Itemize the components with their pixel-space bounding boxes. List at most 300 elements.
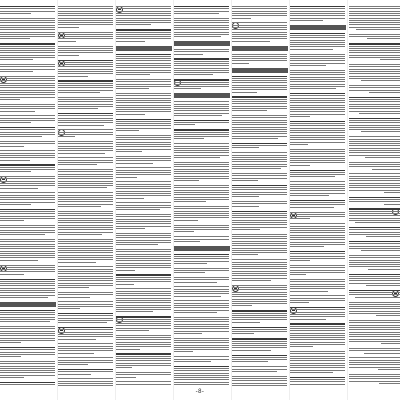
text-line [0,211,55,212]
text-line [0,209,55,210]
text-line [116,158,171,159]
text-line [349,187,400,188]
text-line [290,316,345,317]
text-line [174,373,229,374]
text-line [174,227,229,228]
text-line [361,131,400,132]
text-line [232,58,287,59]
text-line [232,36,287,37]
text-line [0,167,55,168]
text-line [349,145,400,146]
text-line [232,294,287,295]
text-line [290,323,345,324]
text-line [116,156,171,157]
text-line [232,194,287,195]
text-line [116,216,171,217]
text-line [58,122,113,123]
text-line [290,174,345,175]
text-line [290,102,345,103]
text-line [174,208,229,209]
text-line [0,99,20,100]
text-line [0,97,55,98]
text-line [58,48,113,49]
text-line [290,260,310,261]
text-line [232,213,287,214]
text-line [290,365,345,366]
text-line [290,121,345,122]
text-line [0,382,55,383]
text-line [290,79,345,80]
text-line [290,190,345,191]
text-line [0,6,55,7]
text-line [116,251,171,252]
text-line [0,288,55,289]
text-line [232,380,287,381]
text-line [290,335,345,336]
text-line [116,339,171,340]
text-line [349,178,400,179]
text-line [58,32,113,33]
text-line [290,274,306,275]
text-line [290,281,345,282]
text-line [349,278,400,279]
text-line [349,71,400,72]
text-line [116,70,171,71]
text-line [232,224,287,225]
text-line [174,113,229,114]
text-line [290,58,345,59]
text-line [232,185,287,186]
text-line [58,187,107,188]
text-line [116,256,171,257]
text-line [349,101,400,102]
text-line [58,136,75,137]
text-line [116,60,171,61]
text-line [232,264,287,265]
text-line [0,59,33,60]
text-line [116,228,145,229]
text-line [0,326,55,327]
text-line [174,370,229,371]
text-line [232,287,287,288]
text-line [174,176,229,177]
text-line [349,108,400,109]
text-line [290,298,345,299]
text-line [349,197,400,198]
text-line [58,76,88,77]
text-line [58,246,113,247]
text-line [232,343,287,344]
text-line [58,243,113,244]
text-line [0,225,55,226]
text-line [58,332,113,333]
text-line [58,218,113,219]
text-line [232,229,260,230]
text-line [58,273,113,274]
text-line [232,76,287,77]
text-line [0,241,55,242]
text-line [58,101,113,102]
text-line [58,322,107,323]
text-line [0,218,55,219]
text-line [58,215,113,216]
text-line [58,348,113,349]
text-line [0,366,55,367]
text-line [349,313,400,314]
text-line [58,357,113,358]
column-gutter [115,0,116,400]
text-line [232,122,287,123]
text-line [290,237,345,238]
text-line [0,55,55,56]
text-line [0,251,55,252]
text-line [290,74,345,75]
text-line [232,245,287,246]
text-line [58,22,113,23]
text-line [174,34,229,35]
text-line [174,268,229,269]
text-line [349,320,400,321]
text-line [174,143,229,144]
text-line [290,72,345,73]
text-line [174,88,201,89]
text-line [174,120,229,121]
text-line [349,24,400,25]
text-line [58,315,113,316]
text-line [349,180,400,181]
text-line [0,281,55,282]
text-line [232,220,287,221]
text-line [349,46,400,47]
text-line [174,303,229,304]
text-line [174,25,229,26]
text-line [0,239,55,240]
text-line [290,226,345,227]
text-line [349,360,400,361]
text-line [174,11,229,12]
text-line [116,221,171,222]
text-line [0,285,55,286]
text-line [116,244,158,245]
text-line [0,29,55,30]
text-line [349,13,400,14]
text-line [58,148,113,149]
text-line [58,329,113,330]
text-line [174,79,229,80]
text-line [174,18,229,19]
text-line [58,197,113,198]
text-line [174,110,229,111]
text-line [58,11,113,12]
text-line [0,78,55,79]
text-line [58,108,98,109]
text-line [0,122,31,123]
text-line [174,324,229,325]
text-line [58,334,113,335]
text-line [116,311,153,312]
text-line [116,226,171,227]
text-line [290,123,345,124]
text-line [0,321,50,322]
text-line [0,8,55,9]
text-line [174,146,229,147]
text-line [0,169,55,170]
text-line [290,384,345,385]
text-line [349,381,400,382]
text-line [58,280,113,281]
text-line [174,148,229,149]
text-line [174,258,229,259]
text-line [174,36,221,37]
text-line [290,35,345,36]
text-line [116,18,171,19]
text-line [174,63,229,64]
text-line [116,344,171,345]
text-line [232,152,287,153]
text-line [116,349,140,350]
text-line [349,262,400,263]
text-line [290,330,345,331]
text-line [290,212,345,213]
text-line [349,27,400,28]
text-line [290,195,329,196]
text-line [232,13,287,14]
text-line [232,82,287,83]
text-line [116,72,171,73]
text-line [232,145,287,146]
text-line [0,220,24,221]
text-line [290,70,345,71]
text-line [232,159,287,160]
text-line [58,252,113,253]
text-line [116,135,171,136]
text-line [232,206,259,207]
text-line [116,305,171,306]
text-line [232,6,287,7]
text-line [232,196,259,197]
text-line [349,374,400,375]
text-line [232,322,260,323]
text-line [58,178,113,179]
text-line [349,257,400,258]
text-line [116,119,171,120]
text-line [0,372,55,373]
text-line [290,144,308,145]
text-line [116,184,171,185]
text-line [0,127,55,128]
text-line [174,220,198,221]
text-line [116,260,171,261]
text-line [290,288,345,289]
text-line [174,368,229,369]
text-line [349,8,400,9]
text-line [232,227,287,228]
text-line [58,97,113,98]
text-line [58,195,113,196]
text-line [349,348,400,349]
text-line [349,276,400,277]
text-line [349,69,400,70]
text-line [379,383,400,384]
text-line [290,149,345,150]
text-line [232,250,287,251]
text-line [290,339,345,340]
text-line [0,317,55,318]
text-line [174,291,229,292]
text-line [232,241,287,242]
text-line [349,329,400,330]
text-line [290,202,345,203]
text-line [58,201,113,202]
text-line [290,49,333,50]
text-line [232,215,287,216]
text-line [232,127,287,128]
text-line [232,333,254,334]
text-line [174,199,229,200]
text-line [174,173,229,174]
text-line [116,102,171,103]
text-line [58,318,113,319]
text-line [232,110,267,111]
text-line [116,219,171,220]
text-line [0,342,21,343]
text-line [116,139,171,140]
text-line [116,8,171,9]
text-line [116,167,171,168]
text-line [0,118,55,119]
text-line [290,142,345,143]
page-number: -8- [195,389,205,395]
text-line [116,293,171,294]
text-line [58,99,113,100]
text-line [0,370,55,371]
text-line [58,60,113,61]
text-line [349,199,400,200]
text-line [349,201,400,202]
text-line [0,150,55,151]
text-line [349,122,400,123]
text-line [232,25,287,26]
text-line [174,321,229,322]
text-line [232,217,287,218]
text-line [232,108,287,109]
text-line [0,319,55,320]
text-line [0,271,55,272]
text-line [232,138,278,139]
text-line [116,335,171,336]
text-line [174,305,229,306]
text-line [116,84,171,85]
text-line [116,274,171,275]
text-line [232,366,287,367]
text-line [116,277,171,278]
text-line [0,80,55,81]
text-line [58,292,113,293]
text-line [349,266,400,267]
text-line [58,213,113,214]
text-line [232,143,287,144]
text-line [290,300,345,301]
text-line [58,248,113,249]
text-line [174,72,229,73]
text-line [290,193,345,194]
text-line [0,50,55,51]
text-line [290,135,345,136]
text-line [174,356,229,357]
text-line [290,65,326,66]
text-line [349,66,400,67]
text-line [174,282,217,283]
text-line [232,34,287,35]
text-line [290,302,309,303]
text-line [58,120,113,121]
text-line [174,289,229,290]
text-line [116,300,171,301]
text-line [116,186,171,187]
text-line [290,326,345,327]
text-line [58,383,113,384]
text-line [0,349,55,350]
text-line [116,109,171,110]
text-line [349,364,400,365]
text-line [58,8,113,9]
text-line [58,374,91,375]
text-line [0,25,55,26]
text-line [290,56,345,57]
text-line [0,255,55,256]
text-line [290,151,345,152]
text-line [58,283,113,284]
text-line [0,143,55,144]
text-line [116,95,171,96]
text-line [0,155,55,156]
text-line [174,180,199,181]
text-line [0,188,38,189]
text-line [116,160,171,161]
text-line [174,342,229,343]
text-line [290,93,345,94]
text-line [0,295,55,296]
text-line [116,177,137,178]
text-line [290,105,345,106]
text-line [232,347,287,348]
text-line [116,24,151,25]
text-line [174,104,229,105]
text-line [174,187,229,188]
text-line [58,171,113,172]
text-line [232,96,287,97]
text-line [290,170,345,171]
text-line [58,222,113,223]
text-line [174,6,229,7]
text-line [174,201,206,202]
text-line [174,61,229,62]
text-line [0,384,55,385]
text-line [58,211,113,212]
text-line [0,265,55,266]
text-line [116,130,139,131]
text-line [232,80,287,81]
text-line [376,315,400,316]
text-line [174,215,229,216]
text-line [232,89,287,90]
text-line [349,150,400,151]
text-line [349,248,400,249]
text-line [290,204,345,205]
text-line [290,60,345,61]
text-line [349,311,400,312]
text-line [290,81,345,82]
